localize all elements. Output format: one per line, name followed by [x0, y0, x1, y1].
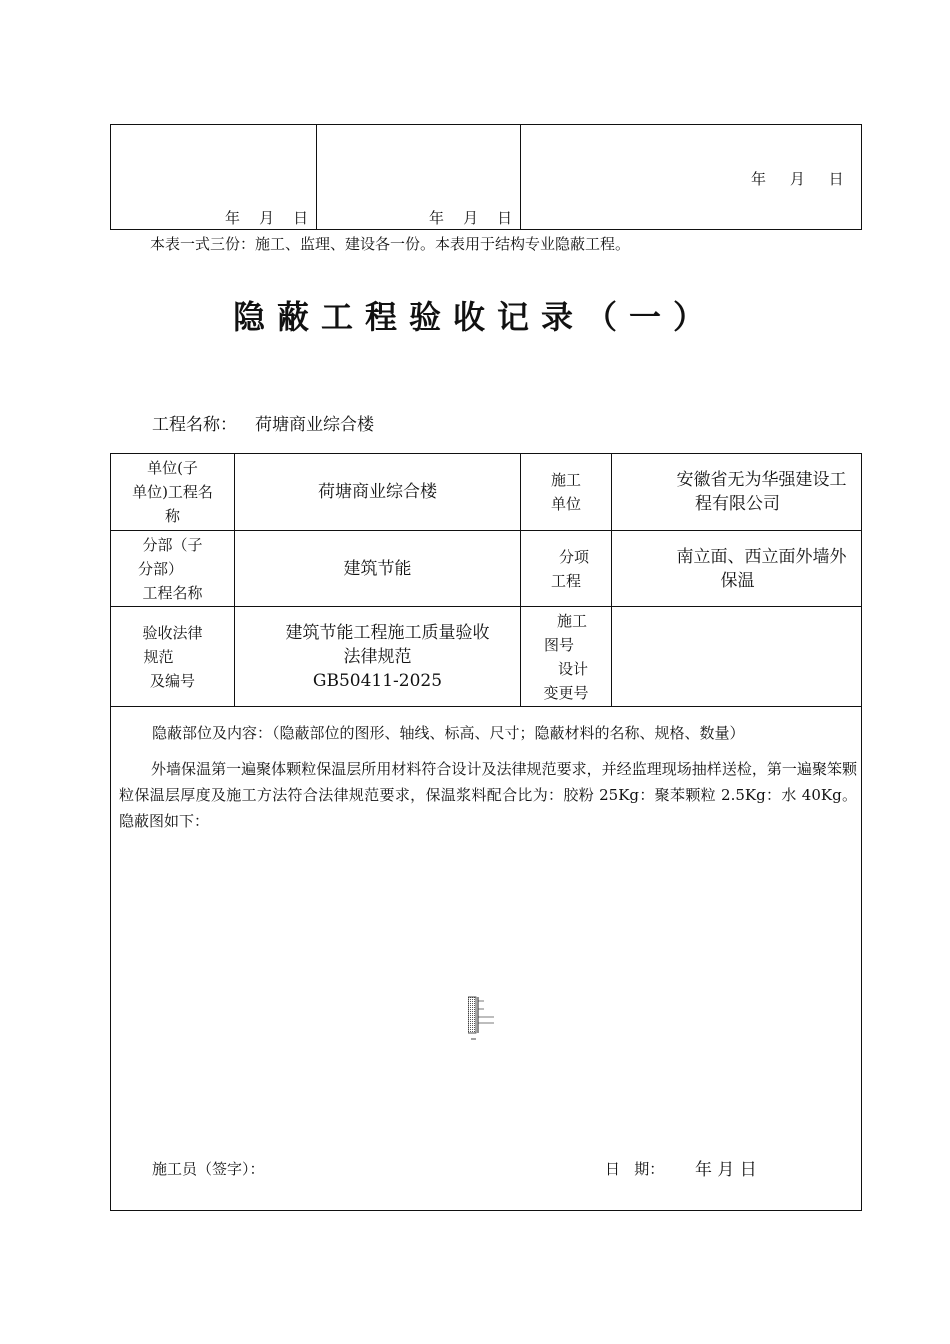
value-line: 程有限公司: [695, 494, 780, 514]
project-name-line: [152, 410, 374, 435]
division-project-label: [111, 531, 234, 606]
page-title: 隐蔽工程验收记录（一）: [232, 298, 717, 336]
sub-item-value: [612, 531, 863, 606]
label-line: 分项: [558, 547, 589, 566]
signature-date-2: 年 月 日: [429, 209, 513, 227]
signature-table: [110, 124, 862, 230]
builder-label: [521, 454, 611, 530]
label-line: 验收法律: [142, 623, 203, 642]
concealed-content-body: 外墙保温第一遍聚体颗粒保温层所用材料符合设计及法律规范要求，并经监理现场抽样送检，第一遍聚笨颗粒保温层厚度及施工方法符合法律规范要求，保温浆料配合比为：胶粉 25Kg：聚苯颗粒 2.5Kg：水 40Kg。隐蔽图如下：: [119, 760, 857, 830]
label-line: 分部（子: [142, 535, 203, 554]
label-line: 单位(子: [147, 459, 198, 477]
label-line: 工程名称: [142, 583, 203, 602]
label-line: 图号: [543, 635, 574, 654]
unit-project-value: 荷塘商业综合楼: [318, 482, 437, 502]
project-name-label: 工程名称：: [152, 415, 237, 435]
standard-value: [235, 607, 520, 706]
label-line: 规范: [143, 647, 174, 666]
signature-date-3: 年 月 日: [751, 170, 844, 188]
drawing-number-label: [521, 607, 611, 706]
inspection-table: [110, 453, 862, 1211]
value-line: GB50411-2025: [312, 670, 443, 691]
standard-label: [111, 607, 234, 706]
label-line: 施工: [550, 471, 581, 489]
label-line: 施工: [556, 611, 587, 630]
value-line: 保温: [720, 570, 755, 591]
date-label: 日 期：: [605, 1160, 665, 1178]
row-divider: [111, 706, 861, 707]
label-line: 称: [164, 507, 180, 525]
value-line: 南立面、西立面外墙外: [676, 546, 847, 567]
table-divider: [520, 125, 521, 229]
label-line: 单位)工程名: [132, 483, 213, 501]
value-line: 建筑节能工程施工质量验收: [285, 622, 490, 643]
label-line: 单位: [550, 495, 581, 513]
label-line: 变更号: [543, 683, 589, 702]
table-divider: [316, 125, 317, 229]
builder-value: [612, 454, 863, 530]
label-line: 分部）: [137, 559, 183, 578]
label-line: 工程: [550, 571, 581, 590]
label-line: 设计: [557, 659, 588, 678]
date-value: 年 月 日: [695, 1160, 757, 1180]
concealed-content-heading: 隐蔽部位及内容：（隐蔽部位的图形、轴线、标高、尺寸；隐蔽材料的名称、规格、数量）: [152, 724, 745, 742]
label-line: 及编号: [149, 671, 195, 690]
builder-signature-label: 施工员（签字）：: [152, 1160, 265, 1178]
value-line: 安徽省无为华强建设工: [676, 470, 847, 490]
project-name-value: 荷塘商业综合楼: [255, 415, 374, 435]
value-line: 法律规范: [343, 646, 412, 667]
form-note: 本表一式三份：施工、监理、建设各一份。本表用于结构专业隐蔽工程。: [150, 235, 631, 253]
wall-section-drawing: [468, 995, 498, 1043]
unit-project-label: [111, 454, 234, 530]
division-project-value: 建筑节能: [343, 558, 412, 579]
sub-item-label: [521, 531, 611, 606]
signature-date-1: 年 月 日: [225, 209, 309, 227]
drawing-number-value: [612, 607, 863, 706]
